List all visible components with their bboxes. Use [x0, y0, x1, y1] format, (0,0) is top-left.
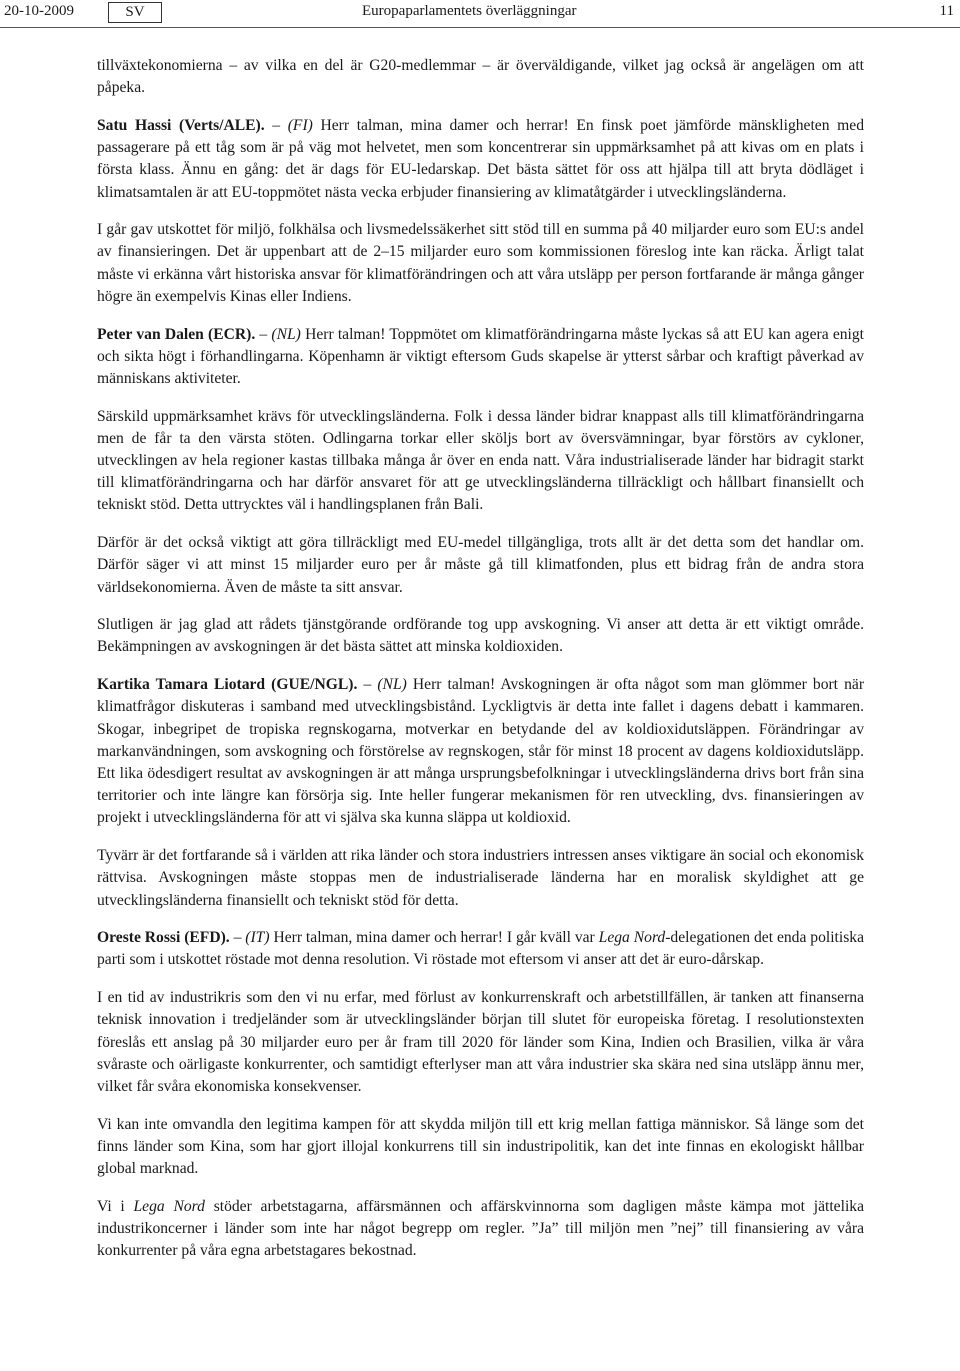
- party-name: Lega Nord: [133, 1197, 205, 1215]
- speech-paragraph: [97, 927, 864, 971]
- paragraph-text: I en tid av industrikris som den vi nu erfar, med förlust av konkurrenskraft och arbetstillfällen, är tanken att finanserna teknisk innovation i tredjeländer som är utvecklingsländer början till slutet för europeiska företag. I resolutionstexten föreslås ett anslag på 30 miljarder euro per år fram till 2020 för länder som Kina, Indien och Brasilien, vilka är våra svåraste och oärligaste konkurrenter, och samtidigt efterlyser man att våra industrier ska skära ned sina utsläpp ännu mer, vilket får svåra ekonomiska konsekvenser.: [97, 989, 864, 1095]
- header-title: Europaparlamentets överläggningar: [362, 3, 577, 19]
- document-body: [97, 55, 864, 1278]
- paragraph-text: Vi i: [97, 1197, 134, 1215]
- speech-paragraph: [97, 115, 864, 204]
- paragraph-text: Tyvärr är det fortfarande så i världen att rika länder och stora industriers intressen anses viktigare än social och ekonomisk rättvisa. Avskogningen måste stoppas men de industrialiserade länderna har en moralisk skyldighet att ge utvecklingsländerna finansiellt och tekniskt stöd för detta.: [97, 847, 864, 909]
- paragraph: [97, 987, 864, 1098]
- page-number: 11: [939, 3, 954, 19]
- paragraph-text: I går gav utskottet för miljö, folkhälsa och livsmedelssäkerhet sitt stöd till en summa på 40 miljarder euro som EU:s andel av finansieringen. Det är uppenbart att de 2–15 miljarder euro som kommissionen föreslog inte kan räcka. Ärligt talat måste vi erkänna vårt historiska ansvar för klimatförändringen och att våra utsläpp per person fortfarande är många gånger högre än exempelvis Kinas eller Indiens.: [97, 221, 864, 305]
- dash: –: [229, 929, 246, 947]
- speaker-name: Peter van Dalen (ECR).: [97, 325, 256, 343]
- speaker-name: Oreste Rossi (EFD).: [97, 929, 230, 947]
- paragraph-text: Särskild uppmärksamhet krävs för utvecklingsländerna. Folk i dessa länder bidrar knappast alls till klimatförändringarna men de får ta den värsta stöten. Odlingarna torkar eller sköljs bort av översvämningar, byar förstörs av cykloner, utvecklingen av hela regioner kastas tillbaka många år över en enda natt. Våra industrialiserade länder har bidragit starkt till klimatförändringarna och har därför ansvaret för att ge utvecklingsländerna tillräckligt och hållbart finansiellt och tekniskt stöd. Detta uttrycktes väl i handlingsplanen från Bali.: [97, 407, 864, 514]
- dash: –: [264, 116, 288, 134]
- dash: –: [255, 325, 272, 343]
- paragraph-text: Herr talman! Toppmötet om klimatförändringarna måste lyckas så att EU kan agera enigt och sikta högt i förhandlingarna. Köpenhamn är viktigt eftersom Guds skapelse är ytterst sårbar och kraftigt påverkad av människans aktiviteter.: [97, 325, 865, 387]
- speaker-name: Satu Hassi (Verts/ALE).: [97, 116, 265, 134]
- paragraph-text: Vi kan inte omvandla den legitima kampen för att skydda miljön till ett krig mellan fattiga människor. Så länge som det finns länder som Kina, som har gjort illojal konkurrens till sin industripolitik, kan det inte finnas en ekologiskt hållbar global marknad.: [97, 1115, 864, 1178]
- language-tag: (IT): [245, 929, 270, 947]
- language-tag: (NL): [271, 325, 301, 343]
- paragraph: [97, 55, 864, 99]
- speech-paragraph: [97, 324, 864, 391]
- language-code-box: SV: [108, 2, 162, 23]
- page-header: [0, 0, 960, 27]
- paragraph-text: Herr talman! Avskogningen är ofta något som man glömmer bort när klimatfrågor diskuteras i samband med utvecklingsbistånd. Lyckligtvis är detta inte fallet i dagens debatt i kammaren. Skogar, inbegripet de tropiska regnskogarna, motverkar en betydande del av koldioxidutsläppen. Förändringar av markanvändningen, som avskogning och förstörelse av regnskogen, står för minst 18 procent av dagens koldioxidutsläpp. Ett lika ödesdigert resultat av avskogningen är att många ursprungsbefolkningar i utvecklingsländerna drivs bort från sina territorier och inte längre kan försörja sig. Inte heller fungerar mekanismen för ren utveckling, dvs. finansieringen av projekt i utvecklingsländerna för att vi själva ska kunna släppa ut koldioxid.: [97, 676, 865, 827]
- paragraph: [97, 532, 864, 599]
- language-tag: (NL): [377, 676, 407, 694]
- language-tag: (FI): [287, 116, 313, 134]
- party-name: Lega Nord: [598, 929, 666, 947]
- paragraph: [97, 845, 864, 912]
- paragraph-text: Slutligen är jag glad att rådets tjänstgörande ordförande tog upp avskogning. Vi anser att detta är ett viktigt område. Bekämpningen av avskogningen är det bästa sättet att minska koldioxiden.: [97, 616, 864, 656]
- header-rule: [0, 27, 960, 28]
- paragraph-text: Herr talman, mina damer och herrar! En finsk poet jämförde mänskligheten med passagerare på ett tåg som är på väg mot helvetet, men som koncentrerar sin uppmärksamhet på att kivas om en plats i första klass. Ännu en gång: det är dags för EU-ledarskap. Det bästa sättet för oss att hjälpa till att bryta dödläget i klimatsamtalen är att EU-toppmötet nästa vecka erbjuder finansiering av klimatåtgärder i utvecklingsländerna.: [97, 116, 865, 201]
- paragraph-text: stöder arbetstagarna, affärsmännen och affärskvinnorna som dagligen måste kämpa mot jättelika industrikoncerner i länder som inte har något begrepp om regler. ”Ja” till miljön men ”nej” till finansiering av våra konkurrenter på våra egna arbetstagares bekostnad.: [97, 1197, 864, 1260]
- dash: –: [357, 676, 378, 694]
- paragraph-text: Herr talman, mina damer och herrar! I går kväll var: [269, 929, 599, 947]
- paragraph: [97, 614, 864, 658]
- paragraph-text: Därför är det också viktigt att göra tillräckligt med EU-medel tillgängliga, trots allt är det detta som det handlar om. Därför säger vi att minst 15 miljarder euro per år måste gå till klimatfonden, plus ett bidrag från de andra stora världsekonomierna. Även de måste ta sitt ansvar.: [97, 534, 864, 596]
- speech-paragraph: [97, 674, 864, 829]
- paragraph: [97, 406, 864, 517]
- paragraph: [97, 1196, 864, 1263]
- speaker-name: Kartika Tamara Liotard (GUE/NGL).: [97, 676, 358, 694]
- paragraph-text: tillväxtekonomierna – av vilka en del är G20-medlemmar – är överväldigande, vilket jag också är angelägen om att påpeka.: [97, 57, 864, 97]
- paragraph-text: -delegationen det enda politiska parti som i utskottet röstade mot denna resolution. Vi röstade mot eftersom vi anser att det är euro-dårskap.: [97, 929, 864, 969]
- header-date: 20-10-2009: [4, 3, 74, 19]
- paragraph: [97, 219, 864, 308]
- paragraph: [97, 1114, 864, 1181]
